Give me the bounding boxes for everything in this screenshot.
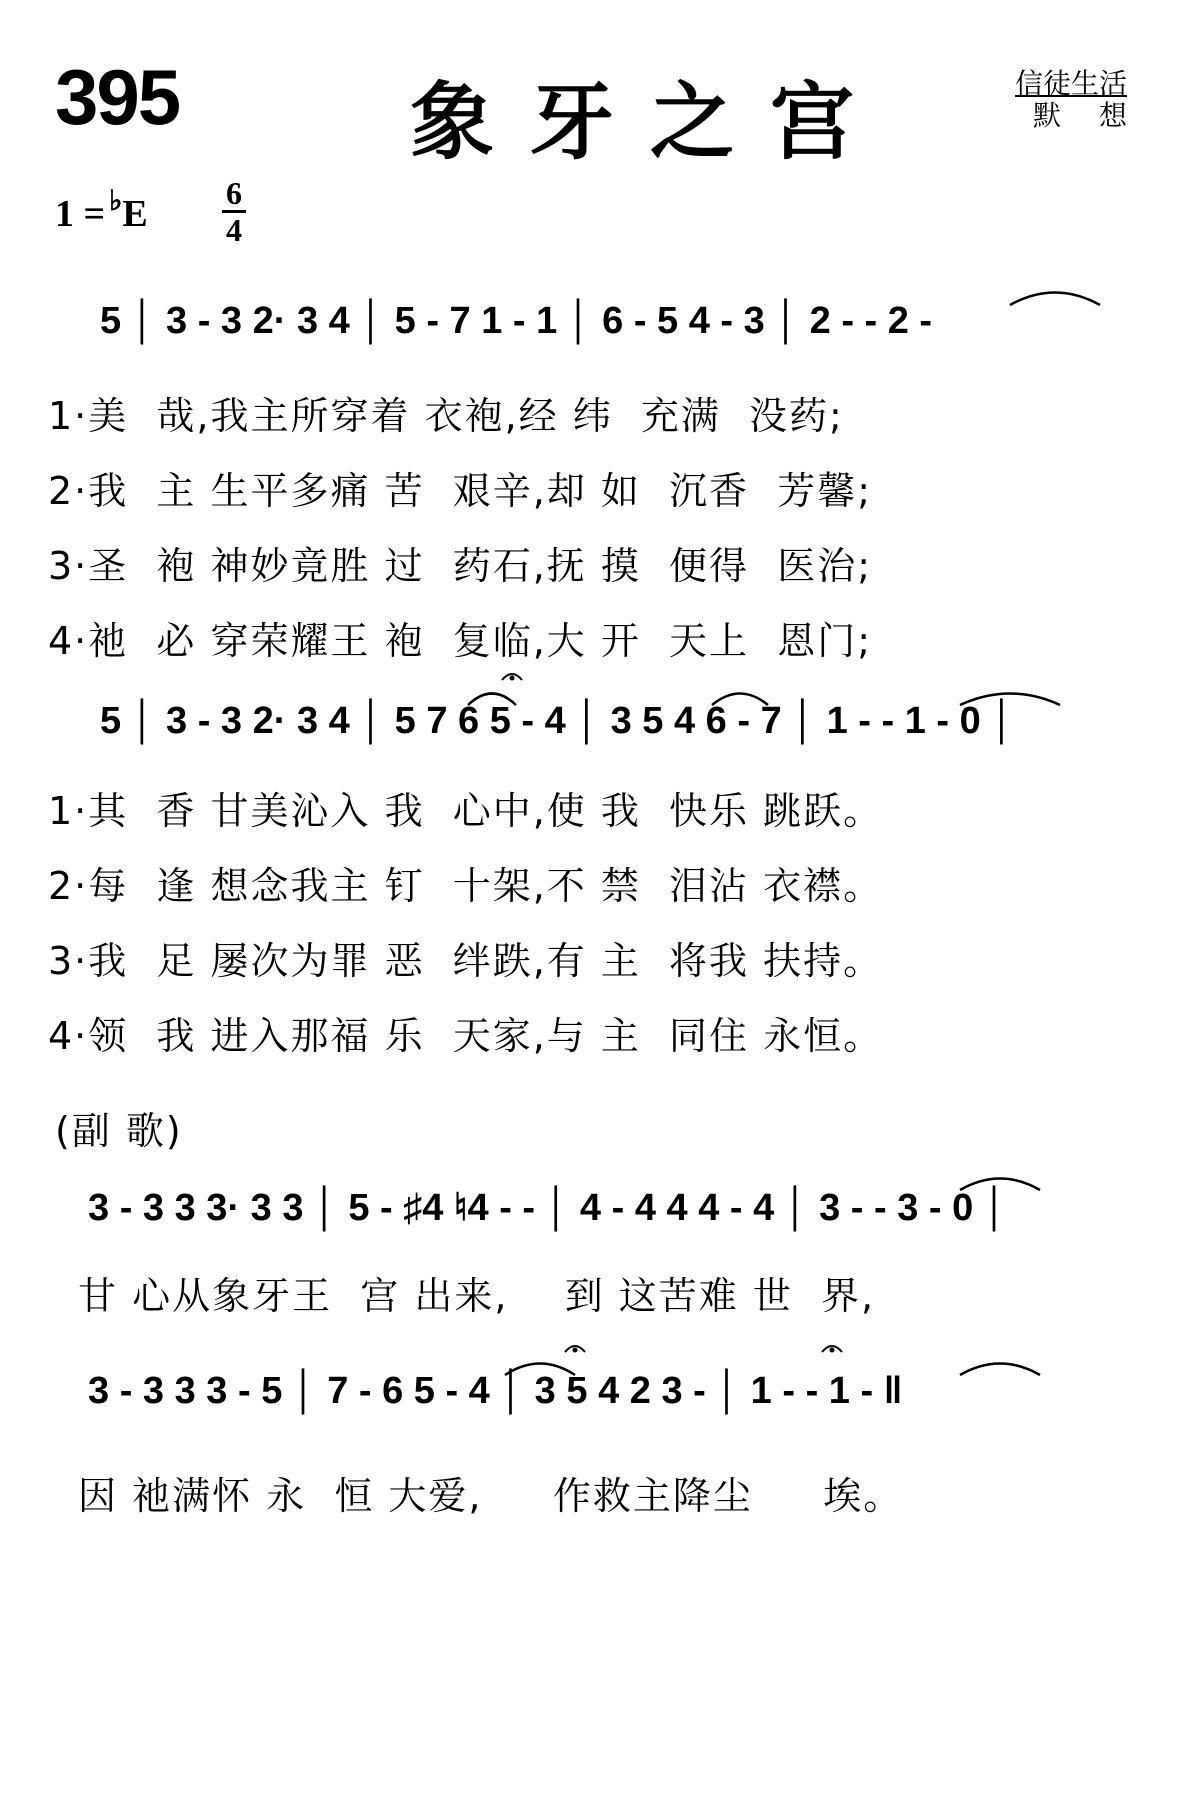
chorus-line2-lyrics: 因 祂满怀 永 恒 大爱, 作救主降尘 埃。	[78, 1474, 904, 1518]
fermata-icon	[510, 676, 515, 681]
time-numerator: 6	[226, 175, 242, 211]
section1-notation: 5 │ 3 - 3 2· 3 4 │ 5 - 7 1 - 1 │ 6 - 5 4 - 3 │ 2 - - 2 -	[100, 300, 933, 342]
credit-author: 默想	[1033, 99, 1166, 132]
section1-verse-3: 3·圣 袍 神妙竟胜 过 药石,抚 摸 便得 医治;	[48, 544, 873, 588]
key-prefix: 1 =	[55, 193, 106, 235]
tie-slur	[505, 1364, 575, 1376]
hymn-title: 象牙之宫	[410, 73, 891, 171]
chorus-line1-notation: 3 - 3 3 3· 3 3 │ 5 - ♯4 ♮4 - - │ 4 - 4 4 4 - 4 │ 3 - - 3 - 0 │	[88, 1187, 1008, 1229]
tie-slur	[960, 1364, 1040, 1376]
chorus-line2-notation: 3 - 3 3 3 - 5 │ 7 - 6 5 - 4 │ 3 5 4 2 3 - │ 1 - - 1 - ‖	[88, 1370, 903, 1412]
section1-verse-1: 1·美 哉,我主所穿着 衣袍,经 纬 充满 没药;	[48, 394, 844, 438]
key-note: E	[122, 193, 148, 235]
tie-slur	[712, 694, 768, 706]
fermata-icon	[573, 1348, 578, 1353]
section2-verse-1: 1·其 香 甘美沁入 我 心中,使 我 快乐 跳跃。	[48, 789, 884, 833]
fermata-icon	[830, 1348, 835, 1353]
flat-symbol: ♭	[109, 186, 123, 217]
section2-notation: 5 │ 3 - 3 2· 3 4 │ 5 7 6 5 - 4 │ 3 5 4 6 - 7 │ 1 - - 1 - 0 │	[100, 700, 1016, 742]
tie-slur	[468, 694, 516, 706]
section1-verse-2: 2·我 主 生平多痛 苦 艰辛,却 如 沉香 芳馨;	[48, 469, 873, 513]
tie-slur	[1010, 293, 1100, 306]
credit-source: 信徒生活	[1015, 67, 1128, 100]
section2-verse-2: 2·每 逢 想念我主 钉 十架,不 禁 泪沾 衣襟。	[48, 864, 884, 908]
tie-slur	[960, 1179, 1040, 1191]
section2-verse-3: 3·我 足 屡次为罪 恶 绊跌,有 主 将我 扶持。	[48, 939, 884, 983]
chorus-label: (副 歌)	[55, 1109, 183, 1153]
chorus-line1-lyrics: 甘 心从象牙王 宫 出来, 到 这苦难 世 界,	[78, 1274, 876, 1318]
time-denominator: 4	[226, 212, 242, 248]
section1-verse-4: 4·祂 必 穿荣耀王 袍 复临,大 开 天上 恩门;	[48, 619, 873, 663]
hymn-number: 395	[55, 53, 180, 141]
section2-verse-4: 4·领 我 进入那福 乐 天家,与 主 同住 永恒。	[48, 1014, 884, 1058]
tie-slur	[960, 694, 1060, 706]
